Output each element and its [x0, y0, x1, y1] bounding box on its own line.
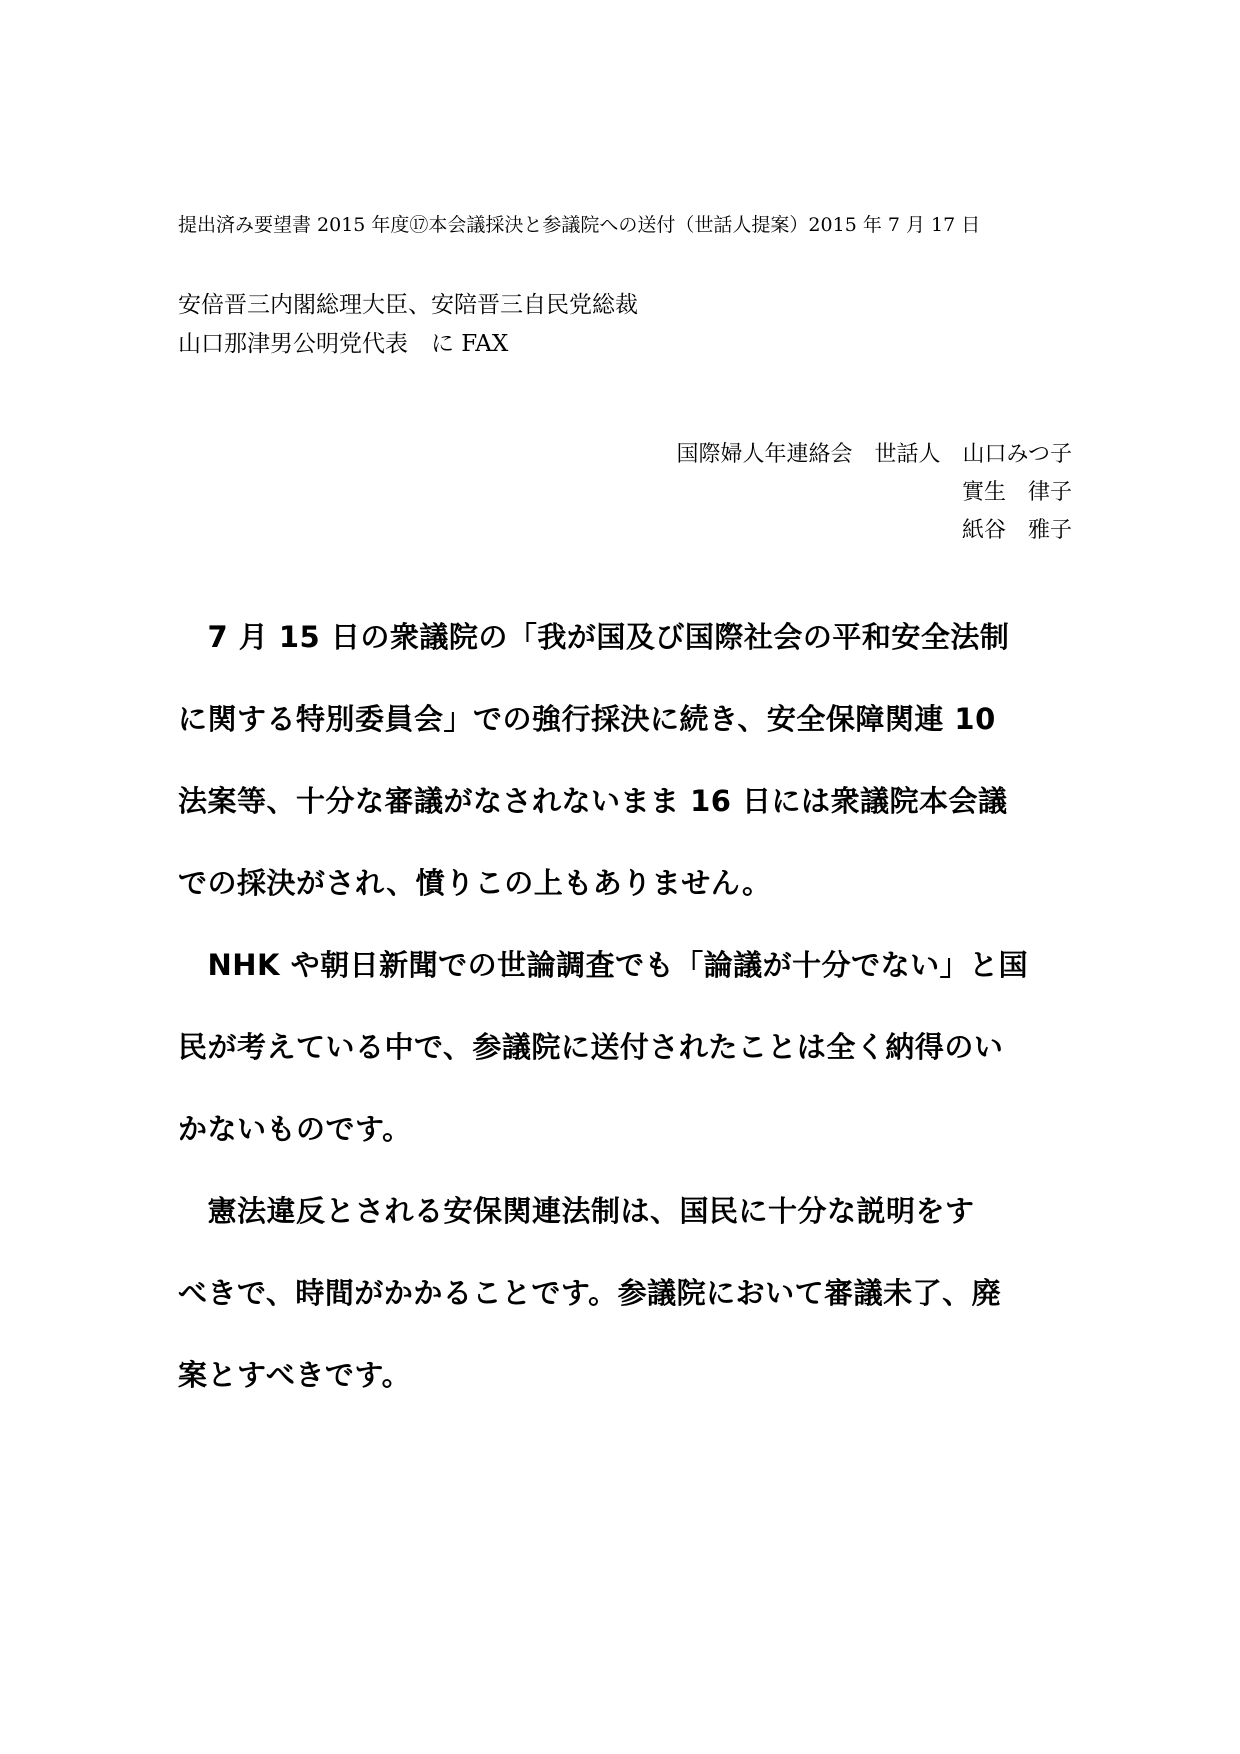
body-line: NHK や朝日新聞での世論調査でも「論議が十分でない」と国 — [178, 948, 1029, 982]
sender-line: 紙谷 雅子 — [961, 518, 1072, 543]
body-line: 7 月 15 日の衆議院の「我が国及び国際社会の平和安全法制 — [178, 620, 1010, 654]
body-line: べきで、時間がかかることです。参議院において審議未了、廃 — [178, 1276, 1002, 1310]
body-line: 民が考えている中で、参議院に送付されたことは全く納得のい — [178, 1030, 1004, 1064]
recipient-line: 山口那津男公明党代表 に FAX — [178, 331, 509, 357]
body-line: 案とすべきです。 — [178, 1358, 412, 1392]
sender-line: 国際婦人年連絡会 世話人 山口みつ子 — [676, 442, 1072, 467]
recipients-block — [178, 286, 1078, 364]
body-line: 憲法違反とされる安保関連法制は、国民に十分な説明をす — [178, 1194, 975, 1228]
body-text — [178, 596, 1078, 1416]
document-header-title: 提出済み要望書 2015 年度⑰本会議採決と参議院への送付（世話人提案）2015 年 7 月 17 日 — [178, 214, 981, 236]
body-line: での採決がされ、憤りこの上もありません。 — [178, 866, 772, 900]
body-line: かないものです。 — [178, 1112, 412, 1146]
body-line: 法案等、十分な審議がなされないまま 16 日には衆議院本会議 — [178, 784, 1008, 818]
senders-block — [472, 436, 1072, 550]
sender-line: 實生 律子 — [961, 480, 1072, 505]
body-line: に関する特別委員会」での強行採決に続き、安全保障関連 10 — [178, 702, 996, 736]
recipient-line: 安倍晋三内閣総理大臣、安陪晋三自民党総裁 — [178, 292, 638, 318]
